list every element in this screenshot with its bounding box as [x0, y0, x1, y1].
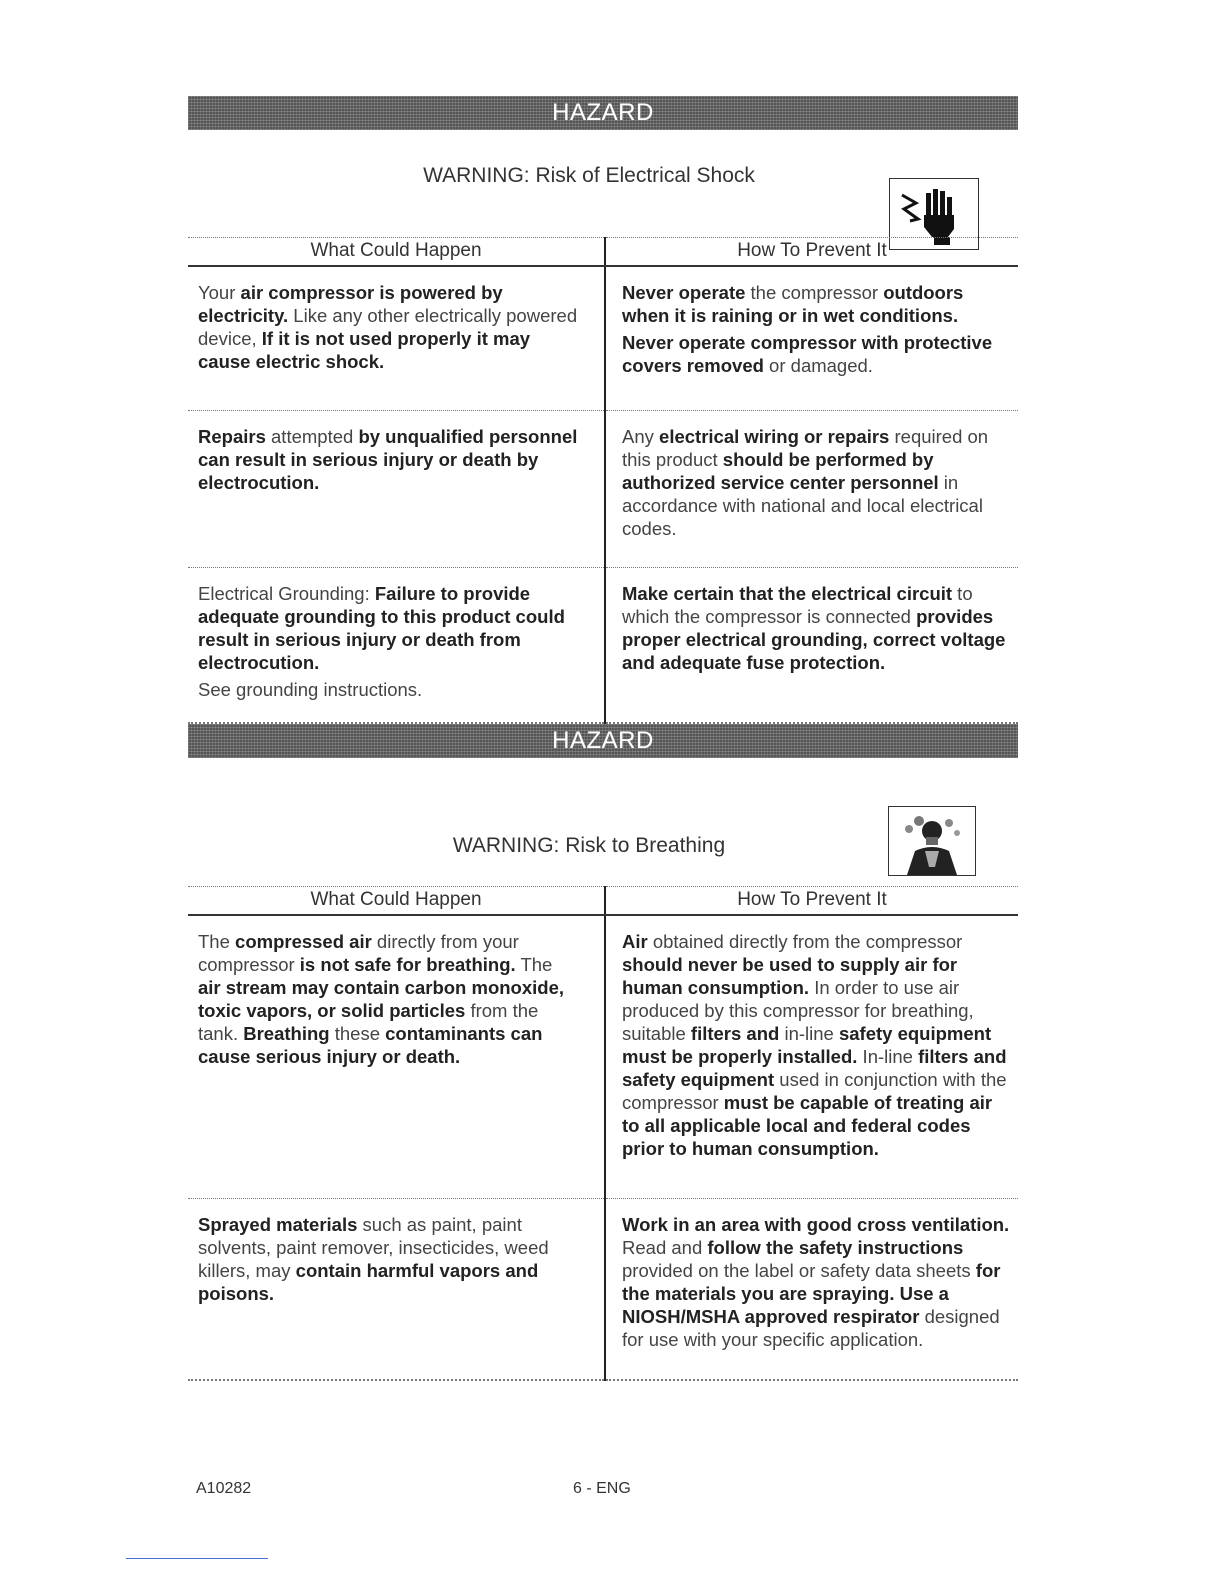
cell-text-run: Like any other electrically powered device,: [198, 305, 578, 349]
cell-text-run: contaminants can cause serious injury or death.: [198, 1023, 543, 1067]
cell-text-run: should be performed by authorized service center personnel: [622, 448, 939, 493]
warning-title: WARNING: Risk of Electrical Shock: [423, 164, 755, 187]
cell-text-run: these: [329, 1023, 386, 1044]
column-header-how-to-prevent: How To Prevent It: [605, 238, 1018, 267]
cell-text-run: must be capable of treating air to all applicable local and federal codes prior to human consumption.: [622, 1092, 993, 1159]
column-header-how-to-prevent: How To Prevent It: [605, 887, 1018, 916]
cell-text-run: Any: [622, 425, 660, 447]
cell-text-run: follow the safety instructions: [707, 1236, 964, 1258]
cell-text-run: used in conjunction with the compressor: [622, 1069, 1007, 1113]
cell-text-run: air compressor is powered by electricity.: [198, 282, 503, 326]
hazard-cell: [188, 567, 605, 723]
cell-text-run: The: [515, 954, 553, 975]
cell-text-run: in accordance with national and local electrical codes.: [622, 471, 983, 539]
prevention-cell: [605, 410, 1018, 567]
prevention-cell: [605, 266, 1018, 410]
cell-text-run: provided on the label or safety data sheets: [622, 1259, 976, 1281]
hazard-section-electrical: [188, 96, 1018, 230]
cell-text-run: filters and: [690, 1023, 780, 1044]
cell-text-run: In order to use air produced by this compressor for breathing, suitable: [622, 977, 974, 1044]
cell-text-run: Sprayed materials: [198, 1213, 358, 1235]
cell-text-run: designed for use with your specific application.: [622, 1305, 1000, 1350]
hazard-banner-label: HAZARD: [552, 99, 654, 126]
cell-text-run: If it is not used properly it may cause electric shock.: [198, 328, 531, 372]
hazard-cell: [188, 915, 605, 1198]
cell-text-run: Failure to provide adequate grounding to this product could result in serious injury or death from electrocution.: [198, 582, 565, 673]
prevention-cell: [605, 915, 1018, 1198]
cell-text-run: Never operate compressor with protective covers removed: [622, 332, 993, 376]
table-row: [188, 1198, 1018, 1380]
cell-text-run: should never be used to supply air for human consumption.: [622, 954, 958, 998]
cell-text-run: Work in an area with good cross ventilation.: [622, 1213, 1010, 1235]
warning-row: [188, 758, 1018, 858]
cell-text-run: Your: [198, 282, 241, 303]
hazard-banner: [188, 96, 1018, 130]
hazard-cell: [188, 410, 605, 567]
cell-text-run: to which the compressor is connected: [622, 582, 973, 627]
column-header-what-could-happen: What Could Happen: [188, 887, 605, 916]
hazard-cell: [188, 266, 605, 410]
cell-text-run: See grounding instructions.: [198, 678, 423, 700]
cell-text-run: Air: [622, 931, 648, 952]
cell-text-run: Breathing: [243, 1023, 330, 1044]
cell-text-run: obtained directly from the compressor: [647, 931, 963, 952]
cell-text-run: air stream may contain carbon monoxide, toxic vapors, or solid particles: [198, 977, 564, 1021]
cell-text-run: Repairs: [198, 425, 266, 447]
table-row: [188, 915, 1018, 1198]
cell-text-run: for the materials you are spraying. Use a NIOSH/MSHA approved respirator: [622, 1259, 1001, 1327]
cell-text-run: Electrical Grounding:: [198, 582, 375, 604]
cell-text-run: electrical wiring or repairs: [659, 425, 890, 447]
warning-title: WARNING: Risk to Breathing: [452, 834, 726, 857]
hazard-banner-label: HAZARD: [552, 727, 654, 754]
hazard-table-electrical: [188, 237, 1018, 724]
cell-text-run: filters and safety equipment: [622, 1046, 1007, 1090]
cell-text-run: by unqualified personnel can result in serious injury or death by electrocution.: [198, 425, 578, 493]
table-row: [188, 266, 1018, 410]
cell-text-run: directly from your compressor: [198, 931, 519, 975]
cell-text-run: Read and: [622, 1236, 708, 1258]
cell-text-run: Make certain that the electrical circuit: [622, 582, 953, 604]
cell-text-run: provides proper electrical grounding, correct voltage and adequate fuse protection.: [622, 605, 1006, 673]
cell-text-run: in-line: [779, 1023, 839, 1044]
cell-text-run: the compressor: [745, 282, 884, 303]
document-code: A10282: [196, 1480, 252, 1497]
cell-text-run: or damaged.: [763, 355, 873, 376]
cell-text-run: such as paint, paint solvents, paint remover, insecticides, weed killers, may: [198, 1213, 549, 1281]
page-number: 6 - ENG: [573, 1480, 631, 1497]
prevention-cell: [605, 1198, 1018, 1380]
cell-text-run: required on this product: [622, 425, 989, 470]
table-row: [188, 410, 1018, 567]
cell-text-run: In-line: [857, 1046, 919, 1067]
hazard-table-breathing: [188, 886, 1018, 1381]
respirator-fumes-icon: [888, 806, 976, 876]
cell-text-run: safety equipment must be properly installed.: [622, 1023, 992, 1067]
cell-text-run: is not safe for breathing.: [299, 954, 516, 975]
cell-text-run: Never operate: [622, 282, 746, 303]
cell-text-run: attempted: [265, 425, 359, 447]
cell-text-run: outdoors when it is raining or in wet conditions.: [622, 282, 964, 326]
prevention-cell: [605, 567, 1018, 723]
cell-text-run: from the tank.: [198, 1000, 539, 1044]
footer-divider: [126, 1558, 268, 1559]
warning-row: [188, 130, 1018, 230]
cell-text-run: contain harmful vapors and poisons.: [198, 1259, 539, 1304]
cell-text-run: compressed air: [235, 931, 372, 952]
hazard-section-breathing: [188, 724, 1018, 858]
hazard-banner: [188, 724, 1018, 758]
table-row: [188, 567, 1018, 723]
column-header-what-could-happen: What Could Happen: [188, 238, 605, 267]
cell-text-run: The: [198, 931, 236, 952]
hazard-cell: [188, 1198, 605, 1380]
